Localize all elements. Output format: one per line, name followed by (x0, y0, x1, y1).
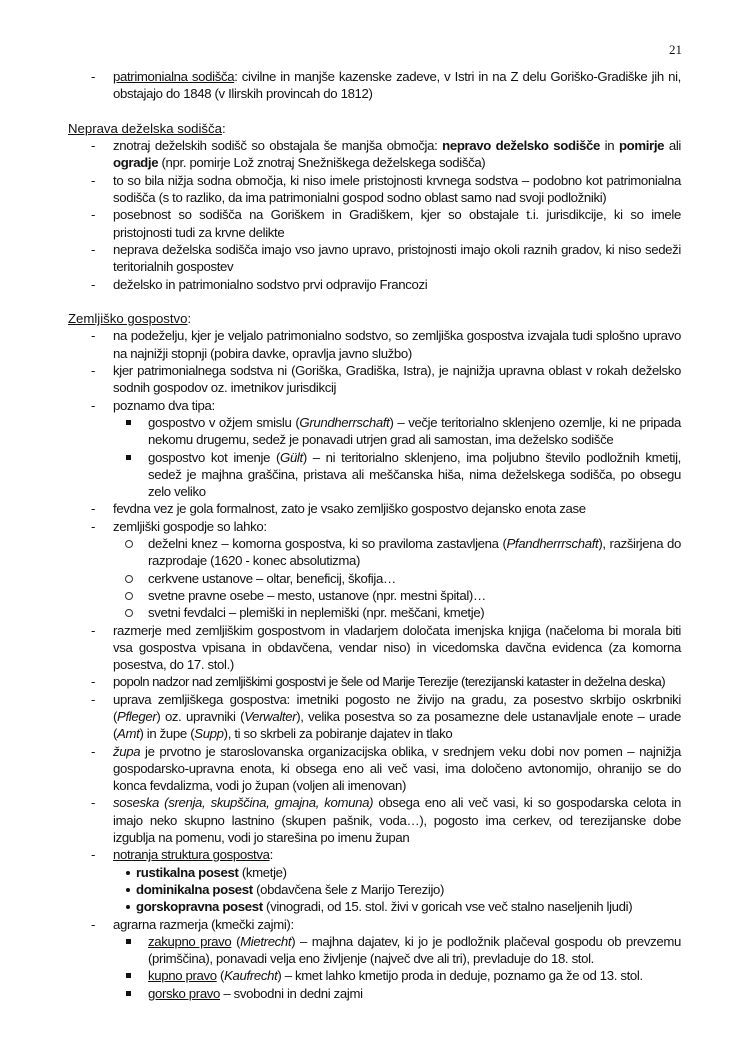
dash-bullet: - (91, 691, 96, 707)
sub-list-item: kupno pravo (Kaufrecht) – kmet lahko kmetijo proda in deduje, poznamo ga že od 13. stol. (68, 967, 681, 984)
section-heading: Zemljiško gospostvo: (68, 311, 192, 327)
term: patrimonialna sodišča (113, 69, 235, 84)
dash-bullet: - (91, 674, 95, 690)
sub-list-item: svetni fevdalci – plemiški in neplemiški (npr. meščani, kmetje) (68, 604, 681, 621)
circle-bullet-icon (125, 540, 133, 548)
sub-list-item: gorsko pravo – svobodni in dedni zajmi (68, 985, 681, 1002)
dash-bullet: - (91, 241, 96, 257)
circle-bullet-icon (125, 609, 133, 617)
square-bullet-icon (126, 991, 131, 996)
dash-bullet: - (91, 518, 96, 534)
page-number: 21 (669, 42, 682, 57)
list-item: - posebnost so sodišča na Goriškem in Gradiškem, kjer so obstajale t.i. jurisdikcije, ki so imele pristojnosti tudi za krvne delikte (91, 207, 681, 240)
dash-bullet: - (91, 69, 96, 84)
dash-bullet: - (91, 276, 96, 292)
dash-bullet: - (91, 916, 96, 932)
dash-bullet: - (91, 743, 96, 759)
sub-list-item: dominikalna posest (obdavčena šele z Marijo Terezijo) (68, 881, 681, 898)
dash-bullet: - (91, 847, 96, 863)
sub-list-item: gospostvo v ožjem smislu (Grundherrschaft) – večje teritorialno sklenjeno ozemlje, ki ne pripada nekomu drugemu, sedež je ponavadi utrjen grad ali samostan, ima deželsko sodišče (68, 414, 681, 449)
list-item: - agrarna razmerja (kmečki zajmi): (91, 916, 294, 932)
dash-bullet: - (91, 172, 96, 188)
dash-bullet: - (91, 363, 96, 379)
list-item: - kjer patrimonialnega sodstva ni (Goriška, Gradiška, Istra), je najnižja upravna oblast v rokah deželsko sodnih gospodov oz. imetnikov jurisdikcij (91, 363, 681, 396)
square-bullet-icon (126, 420, 131, 425)
dash-bullet: - (91, 795, 96, 811)
dash-bullet: - (91, 328, 96, 344)
sub-list-item: cerkvene ustanove – oltar, beneficij, škofija… (68, 570, 681, 587)
sub-list-item: gospostvo kot imenje (Gült) – ni teritorialno sklenjeno, ima poljubno število podložnih kmetij, sedež je majhna graščina, pristava ali meščanska hiša, nima deželskega sodišča, po obsegu zelo veliko (68, 449, 681, 501)
sub-list-item: gorskopravna posest (vinogradi, od 15. stol. živi v goricah vse več stalno naseljenih ljudi) (68, 898, 681, 915)
list-item: - župa je prvotno je staroslovanska organizacijska oblika, v srednjem veku dobi nov pomen – najnižja gospodarsko-upravna enota, ki obsega eno ali več vasi, ima določeno avtonomijo, ohranijo se do konca fevdalizma, vodi jo župan (voljen ali imenovan) (91, 743, 681, 794)
sub-list-item: deželni knez – komorna gospostva, ki so praviloma zastavljena (Pfandherrrschaft), razširjena do razprodaje (1620 - konec absolutizma) (68, 535, 681, 570)
list-item: - deželsko in patrimonialno sodstvo prvi odpravijo Francozi (91, 276, 428, 292)
page-content (68, 68, 681, 1002)
list-item: - popoln nadzor nad zemljiškimi gospostvi je šele od Marije Terezije (terezijanski kataster in deželna deska) (91, 674, 666, 690)
circle-bullet-icon (125, 592, 133, 600)
list-item: - na podeželju, kjer je veljalo patrimonialno sodstvo, so zemljiška gospostva izvajala tudi splošno upravo na najnižji stopnji (pobira davke, opravlja javno službo) (91, 328, 681, 361)
sub-list-item: zakupno pravo (Mietrecht) – majhna dajatev, ki jo je podložnik plačeval gospodu ob prevzemu (primščina), ponavadi velja eno življenje (največ dve ali tri), prevladuje do 18. stol. (68, 933, 681, 968)
list-item: - neprava deželska sodišča imajo vso javno upravo, pristojnosti imajo okoli raznih gradov, ki niso sedeži teritorialnih gospostev (91, 241, 681, 275)
list-item: - poznamo dva tipa: (91, 397, 215, 413)
dot-bullet-icon (126, 871, 130, 875)
list-item: - patrimonialna sodišča: civilne in manjše kazenske zadeve, v Istri in na Z delu Goriško-Gradiške jih ni, obstajajo do 1848 (v Ilirskih provincah do 1812) (91, 69, 681, 102)
dot-bullet-icon (126, 905, 130, 909)
dash-bullet: - (91, 397, 96, 413)
square-bullet-icon (126, 455, 131, 460)
list-item: - notranja struktura gospostva: (91, 847, 273, 863)
list-item: - znotraj deželskih sodišč so obstajala še manjša območja: nepravo deželsko sodišče in pomirje ali ogradje (npr. pomirje Lož znotraj Snežniškega deželskega sodišča) (91, 138, 681, 171)
dash-bullet: - (91, 138, 96, 154)
list-item: - to so bila nižja sodna območja, ki niso imele pristojnosti krvnega sodstva – podobno kot patrimonialna sodišča (s to razliko, da ima patrimonialni gospod sodno oblast samo nad svoji podložniki) (91, 172, 681, 206)
dot-bullet-icon (126, 888, 130, 892)
list-item: - fevdna vez je gola formalnost, zato je vsako zemljiško gospostvo dejansko enota zase (91, 501, 586, 517)
circle-bullet-icon (125, 575, 133, 583)
dash-bullet: - (91, 207, 96, 223)
list-item: - razmerje med zemljiškim gospostvom in vladarjem določata imenjska knjiga (načeloma bi morala biti vsa gospostva vpisana in obdavčena, vendar niso) in vicedomska davčna evidenca (za komorna posestva, do 17. stol.) (91, 622, 681, 673)
square-bullet-icon (126, 939, 131, 944)
sub-list-item: svetne pravne osebe – mesto, ustanove (npr. mestni špital)… (68, 587, 681, 604)
dash-bullet: - (91, 501, 96, 517)
section-heading: Neprava deželska sodišča: (68, 120, 226, 136)
list-item: - soseska (srenja, skupščina, gmajna, komuna) obsega eno ali več vasi, ki so gospodarska celota in imajo neko skupno lastnino (skupen pašnik, voda…), pogosto ima cerkev, od terezijanske dobe izgublja na pomenu, vodi jo starešina po imenu župan (91, 795, 681, 846)
dash-bullet: - (91, 622, 96, 638)
list-item: - uprava zemljiškega gospostva: imetniki pogosto ne živijo na gradu, za posestvo skrbijo oskrbniki (Pfleger) oz. upravniki (Verwalter), velika posestva so za posamezne dele ustanavljale enote – urade (Amt) in župe (Supp), ti so skrbeli za pobiranje dajatev in tlako (91, 691, 681, 742)
square-bullet-icon (126, 973, 131, 978)
sub-list-item: rustikalna posest (kmetje) (68, 864, 681, 881)
list-item: - zemljiški gospodje so lahko: (91, 518, 267, 534)
